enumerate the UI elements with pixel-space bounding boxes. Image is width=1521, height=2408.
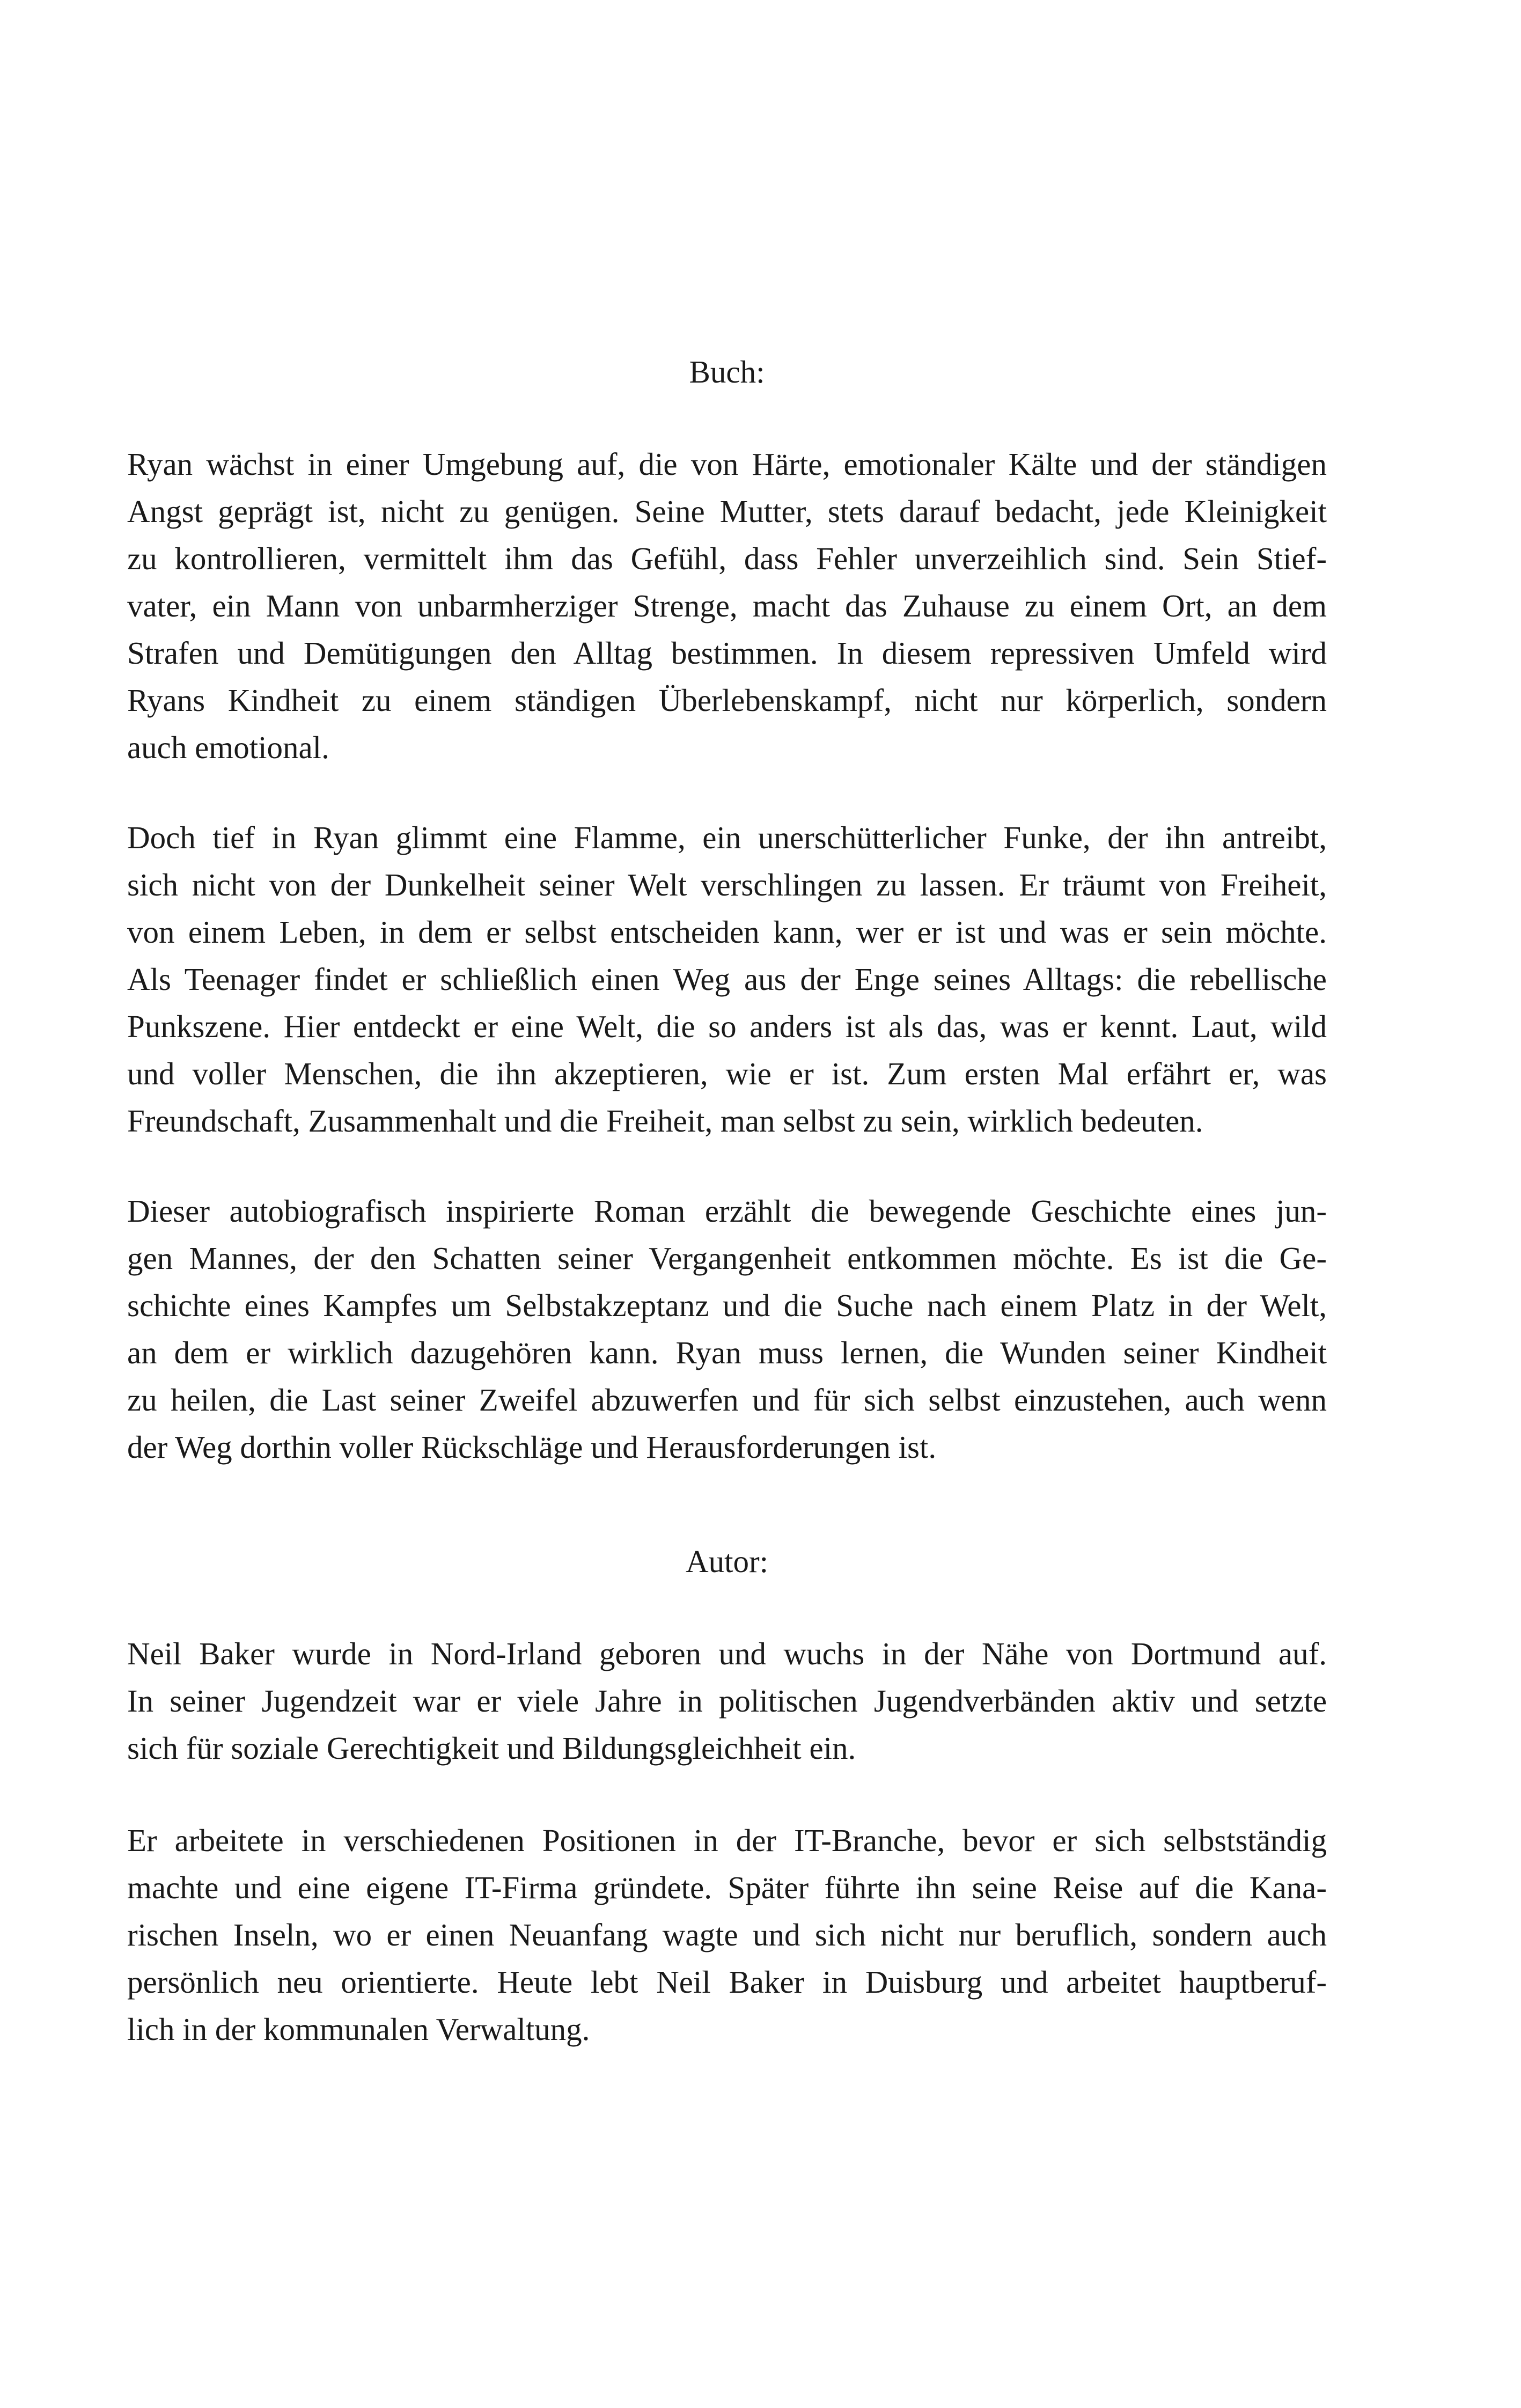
text-line: Doch tief in Ryan glimmt eine Flamme, ein unerschütterlicher Funke, der ihn antreibt,	[127, 820, 1327, 855]
text-line: von einem Leben, in dem er selbst entscheiden kann, wer er ist und was er sein möchte.	[127, 914, 1327, 950]
text-line: und voller Menschen, die ihn akzeptieren, wie er ist. Zum ersten Mal erfährt er, was	[127, 1056, 1327, 1091]
section-heading-autor: Autor:	[685, 1544, 769, 1579]
text-line: an dem er wirklich dazugehören kann. Ryan muss lernen, die Wunden seiner Kindheit	[127, 1335, 1327, 1370]
paragraph-autor-2	[127, 1817, 1327, 2053]
paragraph-buch-3	[127, 1187, 1327, 1471]
text-line: Neil Baker wurde in Nord-Irland geboren und wuchs in der Nähe von Dortmund auf.	[127, 1636, 1327, 1671]
text-line: schichte eines Kampfes um Selbstakzeptanz und die Suche nach einem Platz in der Welt,	[127, 1288, 1327, 1323]
text-line: rischen Inseln, wo er einen Neuanfang wagte und sich nicht nur beruflich, sondern auch	[127, 1917, 1327, 1952]
text-line: Ryan wächst in einer Umgebung auf, die von Härte, emotionaler Kälte und der ständigen	[127, 446, 1327, 482]
text-line: zu kontrollieren, vermittelt ihm das Gefühl, dass Fehler unverzeihlich sind. Sein Stief-	[127, 541, 1327, 576]
text-line: Freundschaft, Zusammenhalt und die Freiheit, man selbst zu sein, wirklich bedeuten.	[127, 1103, 1203, 1139]
text-line: der Weg dorthin voller Rückschläge und Herausforderungen ist.	[127, 1429, 937, 1465]
text-line: gen Mannes, der den Schatten seiner Vergangenheit entkommen möchte. Es ist die Ge-	[127, 1240, 1327, 1276]
text-line: Als Teenager findet er schließlich einen Weg aus der Enge seines Alltags: die rebellische	[127, 961, 1327, 997]
text-line: Ryans Kindheit zu einem ständigen Überlebenskampf, nicht nur körperlich, sondern	[127, 682, 1327, 718]
text-line: lich in der kommunalen Verwaltung.	[127, 2011, 590, 2047]
text-line: zu heilen, die Last seiner Zweifel abzuwerfen und für sich selbst einzustehen, auch wenn	[127, 1382, 1327, 1418]
text-line: sich nicht von der Dunkelheit seiner Welt verschlingen zu lassen. Er träumt von Freiheit,	[127, 867, 1327, 902]
text-line: In seiner Jugendzeit war er viele Jahre in politischen Jugendverbänden aktiv und setzte	[127, 1683, 1327, 1719]
paragraph-buch-1	[127, 441, 1327, 771]
paragraph-buch-2	[127, 814, 1327, 1144]
paragraph-autor-1	[127, 1630, 1327, 1772]
text-line: machte und eine eigene IT-Firma gründete. Später führte ihn seine Reise auf die Kana-	[127, 1870, 1327, 1905]
text-line: Strafen und Demütigungen den Alltag bestimmen. In diesem repressiven Umfeld wird	[127, 635, 1327, 671]
text-line: Angst geprägt ist, nicht zu genügen. Seine Mutter, stets darauf bedacht, jede Kleinigkeit	[127, 494, 1327, 529]
text-line: Punkszene. Hier entdeckt er eine Welt, die so anders ist als das, was er kennt. Laut, wild	[127, 1009, 1327, 1044]
text-line: vater, ein Mann von unbarmherziger Strenge, macht das Zuhause zu einem Ort, an dem	[127, 588, 1327, 623]
text-line: Dieser autobiografisch inspirierte Roman erzählt die bewegende Geschichte eines jun-	[127, 1193, 1327, 1229]
text-line: Er arbeitete in verschiedenen Positionen in der IT-Branche, bevor er sich selbstständig	[127, 1823, 1327, 1858]
section-heading-buch: Buch:	[689, 354, 765, 390]
text-line: persönlich neu orientierte. Heute lebt Neil Baker in Duisburg und arbeitet hauptberuf-	[127, 1964, 1327, 2000]
text-line: sich für soziale Gerechtigkeit und Bildungsgleichheit ein.	[127, 1730, 856, 1766]
text-line: auch emotional.	[127, 730, 329, 765]
